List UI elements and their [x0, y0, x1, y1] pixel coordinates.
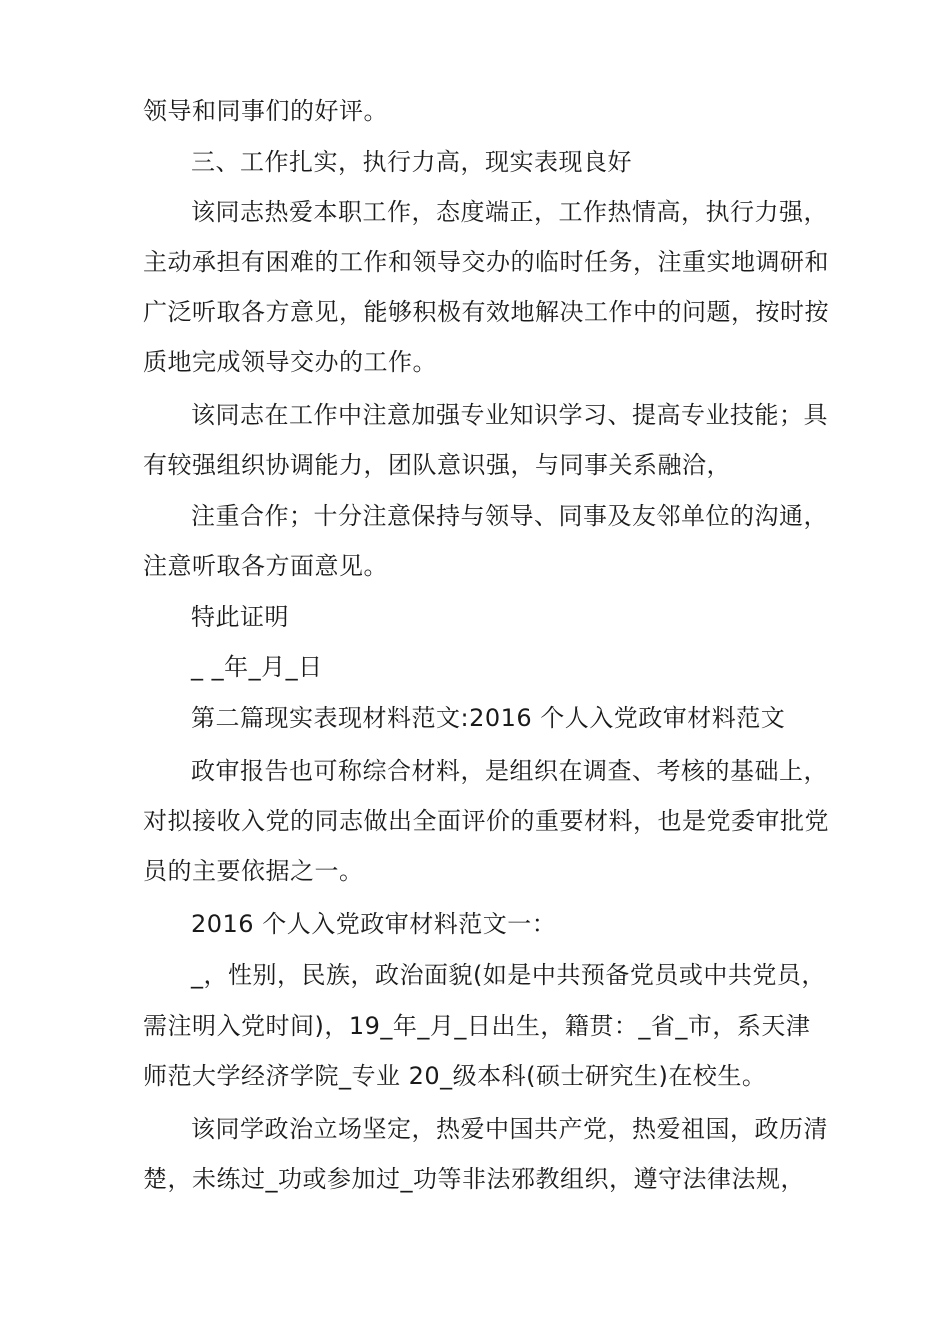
text-line: 该同志热爱本职工作，态度端正，工作热情高，执行力强，: [191, 198, 828, 226]
text-line: 需注明入党时间)，19_年_月_日出生，籍贯：_省_市，系天津: [143, 1012, 811, 1040]
closing-text: 特此证明: [191, 603, 289, 631]
text-line: 注重合作；十分注意保持与领导、同事及友邻单位的沟通，: [191, 502, 828, 530]
text-line: 注意听取各方面意见。: [143, 552, 388, 580]
text-line: 广泛听取各方意见，能够积极有效地解决工作中的问题，按时按: [143, 298, 829, 326]
text-line: 师范大学经济学院_专业 20_级本科(硕士研究生)在校生。: [143, 1062, 767, 1090]
text-line: 该同志在工作中注意加强专业知识学习、提高专业技能；具: [191, 401, 828, 429]
text-line: 政审报告也可称综合材料，是组织在调查、考核的基础上，: [191, 757, 828, 785]
text-line: 员的主要依据之一。: [143, 857, 364, 885]
subsection-heading: 2016 个人入党政审材料范文一：: [191, 910, 557, 938]
date-line: _ _年_月_日: [191, 653, 323, 681]
text-line: _，性别，民族，政治面貌(如是中共预备党员或中共党员，: [191, 961, 826, 989]
text-line: 质地完成领导交办的工作。: [143, 348, 437, 376]
text-line: 楚，未练过_功或参加过_功等非法邪教组织，遵守法律法规，: [143, 1165, 805, 1193]
text-line: 有较强组织协调能力，团队意识强，与同事关系融洽，: [143, 451, 731, 479]
text-line: 领导和同事们的好评。: [143, 97, 388, 125]
text-line: 该同学政治立场坚定，热爱中国共产党，热爱祖国，政历清: [191, 1115, 828, 1143]
article-title: 第二篇现实表现材料范文:2016 个人入党政审材料范文: [191, 704, 786, 732]
section-heading: 三、工作扎实，执行力高，现实表现良好: [191, 148, 632, 176]
text-line: 对拟接收入党的同志做出全面评价的重要材料，也是党委审批党: [143, 807, 829, 835]
text-line: 主动承担有困难的工作和领导交办的临时任务，注重实地调研和: [143, 248, 829, 276]
